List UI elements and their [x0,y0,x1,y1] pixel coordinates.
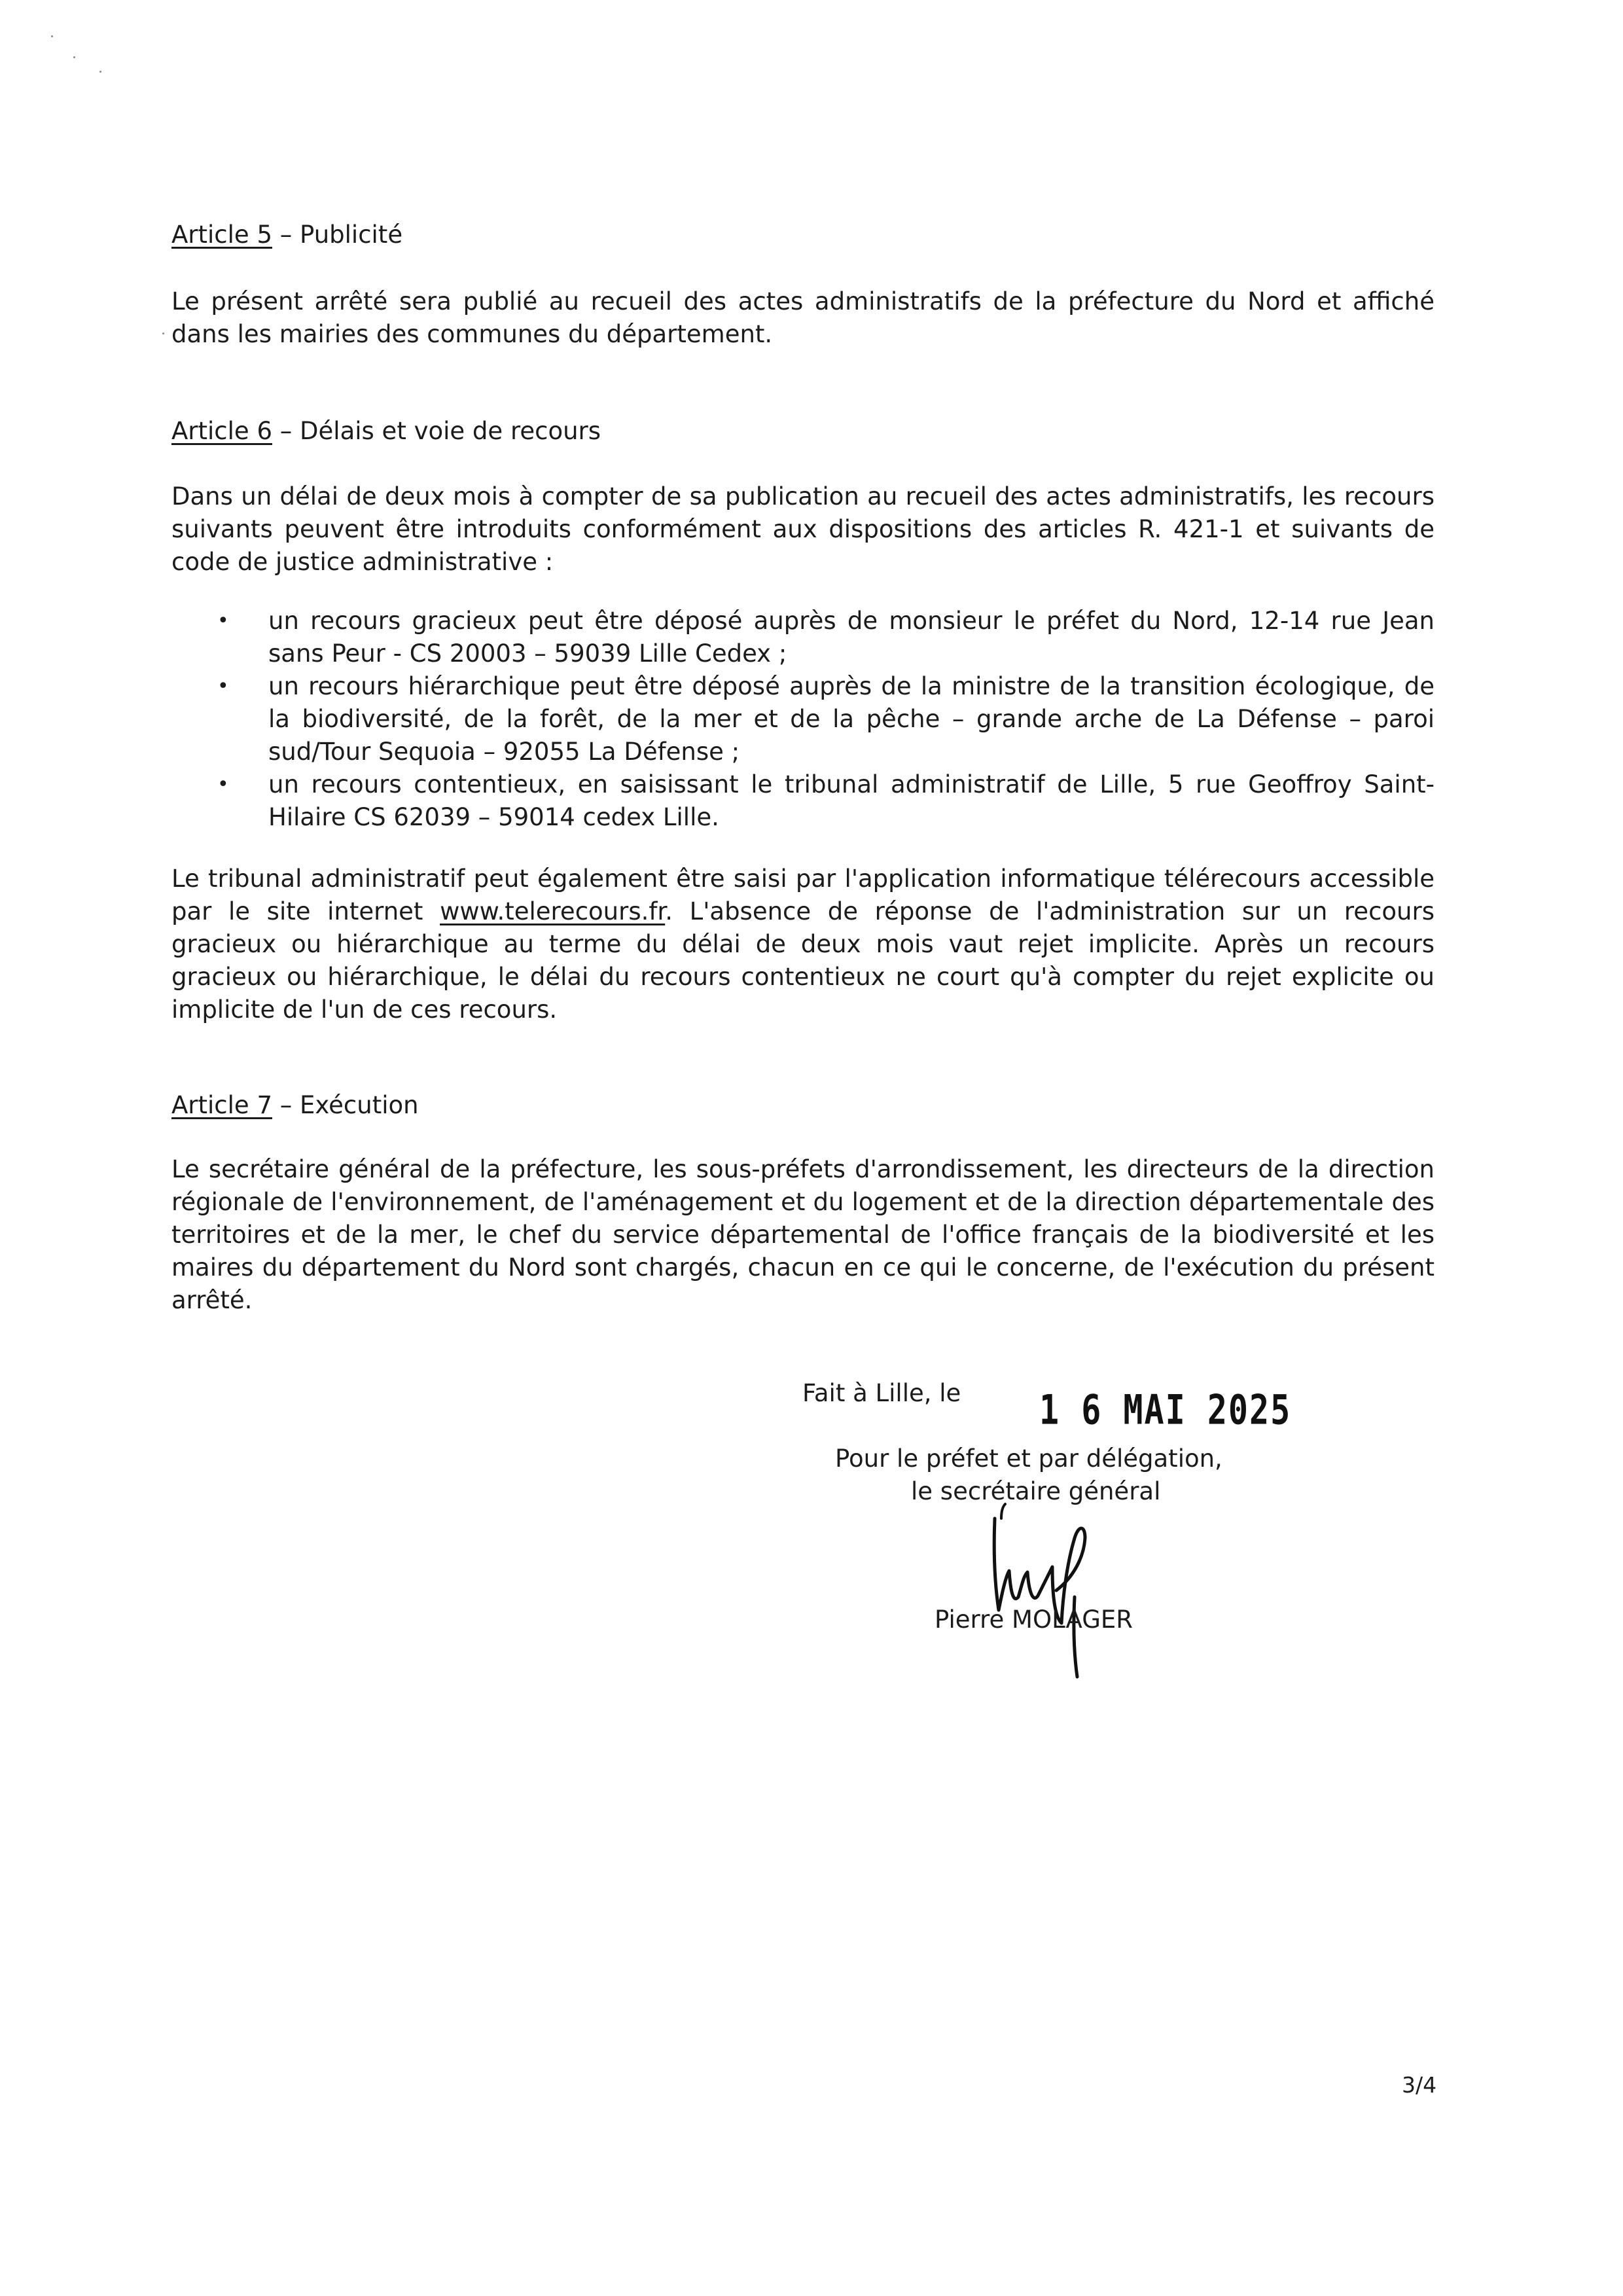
handwritten-signature [975,1499,1171,1682]
list-item [171,605,1435,670]
scan-speck [99,71,101,73]
bullet-icon: • [217,773,229,796]
article-5-title: Publicité [300,221,403,249]
article-6-title: Délais et voie de recours [300,417,601,445]
list-item [171,670,1435,768]
article-6-heading [171,415,601,448]
article-6-separator: – [272,417,300,445]
article-7-heading [171,1089,419,1122]
article-5-paragraph: Le présent arrêté sera publié au recueil des actes administratifs de la préfecture du Nord et affiché dans les mairies des communes du département. [171,287,1435,348]
scan-speck [51,35,53,37]
signature-place: Fait à Lille, le [802,1379,961,1407]
scan-speck [162,332,164,334]
article-7-separator: – [272,1091,300,1119]
date-stamp: 1 6 MAI 2025 [1039,1386,1292,1434]
signature-role: le secrétaire général [911,1477,1161,1505]
article-7-number: Article 7 [171,1091,272,1119]
recours-list [171,605,1435,834]
list-item-text: un recours contentieux, en saisissant le tribunal administratif de Lille, 5 rue Geoffroy Saint-Hilaire CS 62039 – 59014 cedex Lille. [268,770,1435,831]
article-6-closing [171,863,1435,1026]
article-5-number: Article 5 [171,221,272,249]
article-5-heading [171,219,402,251]
page-number: 3/4 [1402,2072,1437,2098]
bullet-icon: • [217,675,229,698]
telerecours-link[interactable]: www.telerecours.fr [440,897,666,925]
signature-delegation: Pour le préfet et par délégation, [835,1444,1222,1473]
article-7-title: Exécution [300,1091,419,1119]
article-5-separator: – [272,221,300,249]
bullet-icon: • [217,609,229,632]
list-item-text: un recours gracieux peut être déposé auprès de monsieur le préfet du Nord, 12-14 rue Jean sans Peur - CS 20003 – 59039 Lille Cedex ; [268,607,1435,668]
scan-speck [73,56,75,58]
article-6-intro: Dans un délai de deux mois à compter de sa publication au recueil des actes administratifs, les recours suivants peuvent être introduits conformément aux dispositions des articles R. 421-1 et suivants de code de justice administrative : [171,482,1435,576]
article-6-number: Article 6 [171,417,272,445]
closing-text-start: Le tribunal administratif peut également être saisi par l'application informatique télérecours accessible par le site internet [171,865,1435,925]
closing-text-end: . L'absence de réponse de l'administration sur un recours gracieux ou hiérarchique au terme du délai de deux mois vaut rejet implicite. Après un recours gracieux ou hiérarchique, le délai du recours contentieux ne court qu'à compter du rejet explicite ou implicite de l'un de ces recours. [171,897,1435,1024]
article-7-paragraph: Le secrétaire général de la préfecture, les sous-préfets d'arrondissement, les directeurs de la direction régionale de l'environnement, de l'aménagement et du logement et de la direction départementale des territoires et de la mer, le chef du service départemental de l'office français de la biodiversité et les maires du département du Nord sont chargés, chacun en ce qui le concerne, de l'exécution du présent arrêté. [171,1155,1435,1314]
list-item [171,768,1435,834]
list-item-text: un recours hiérarchique peut être déposé auprès de la ministre de la transition écologique, de la biodiversité, de la forêt, de la mer et de la pêche – grande arche de La Défense – paroi sud/Tour Sequoia – 92055 La Défense ; [268,672,1435,766]
signatory-name: Pierre MOLAGER [935,1605,1133,1634]
